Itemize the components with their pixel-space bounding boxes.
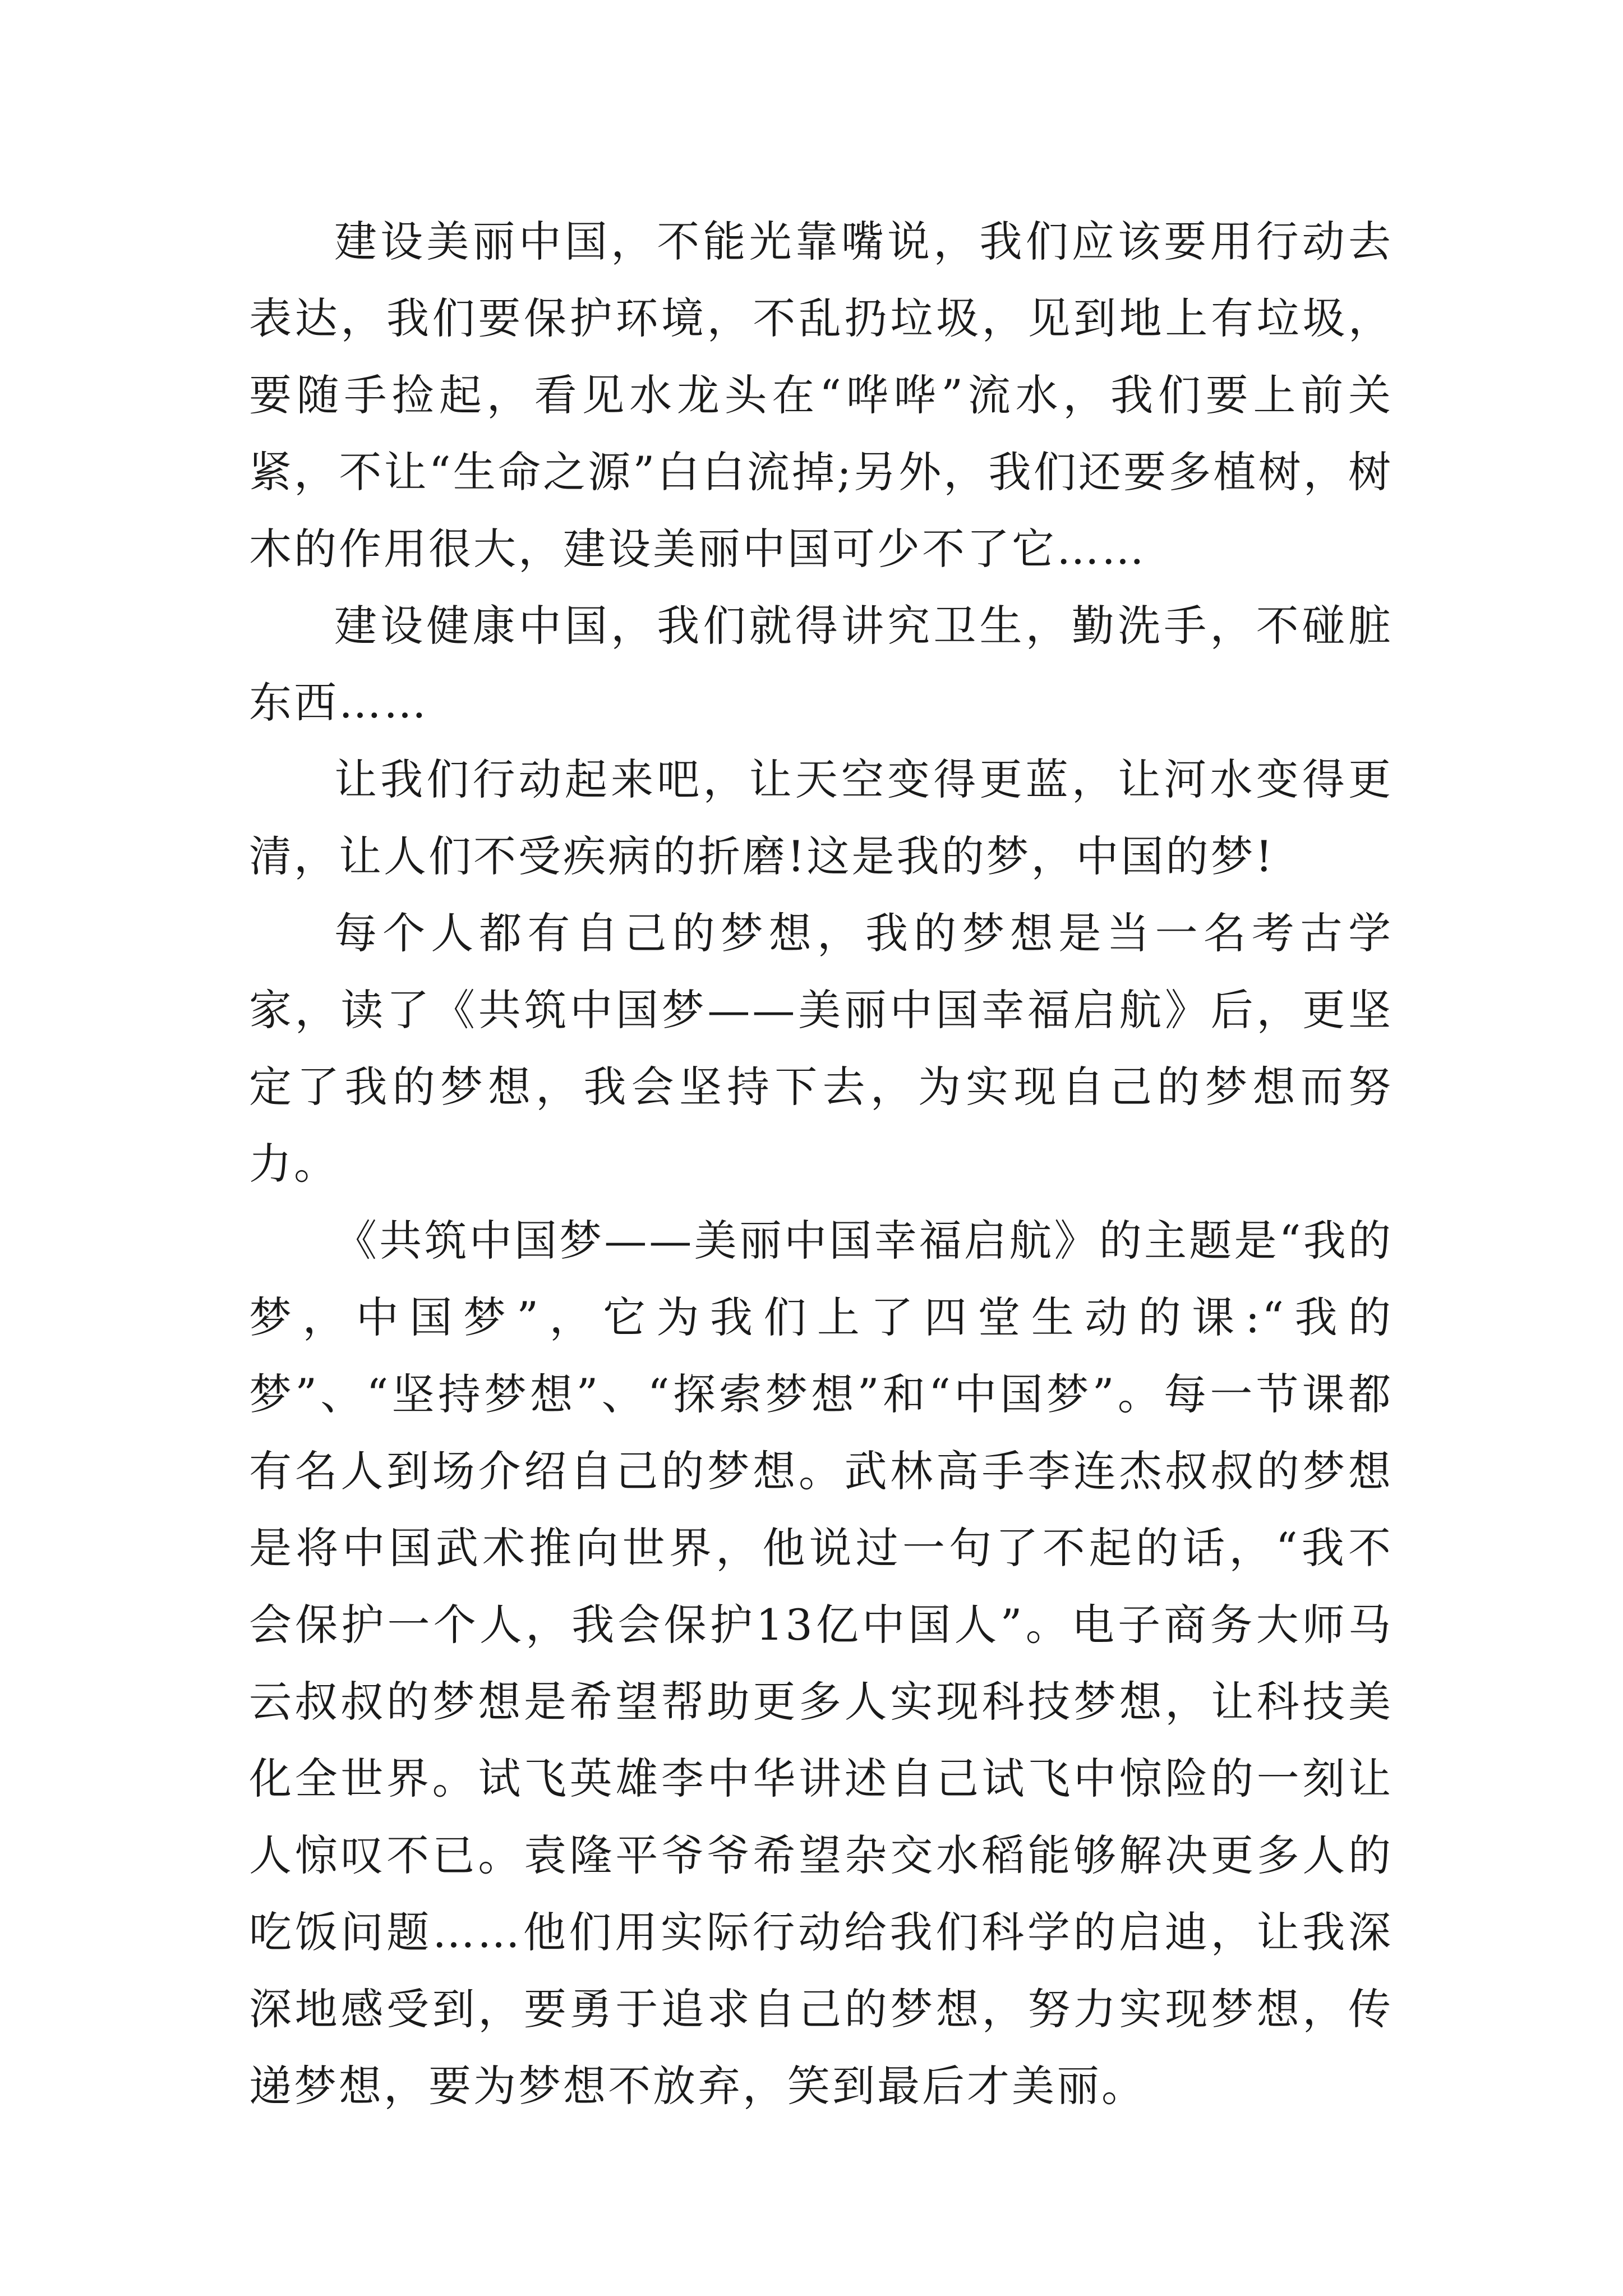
paragraph-4: 每个人都有自己的梦想，我的梦想是当一名考古学家，读了《共筑中国梦——美丽中国幸福启航》后，更坚定了我的梦想，我会坚持下去，为实现自己的梦想而努力。: [249, 908, 1393, 1189]
body-text: [249, 203, 1393, 2124]
paragraph-3: 让我们行动起来吧，让天空变得更蓝，让河水变得更清，让人们不受疾病的折磨!这是我的梦，中国的梦!: [249, 754, 1393, 881]
paragraph-1: 建设美丽中国，不能光靠嘴说，我们应该要用行动去表达，我们要保护环境，不乱扔垃圾，见到地上有垃圾，要随手捡起，看见水龙头在“哗哗”流水，我们要上前关紧，不让“生命之源”白白流掉;另外，我们还要多植树，树木的作用很大，建设美丽中国可少不了它……: [249, 217, 1393, 574]
paragraph-2: 建设健康中国，我们就得讲究卫生，勤洗手，不碰脏东西……: [249, 601, 1393, 728]
paragraph-5: 《共筑中国梦——美丽中国幸福启航》的主题是“我的梦，中国梦”，它为我们上了四堂生动的课:“我的梦”、“坚持梦想”、“探索梦想”和“中国梦”。每一节课都有名人到场介绍自己的梦想。武林高手李连杰叔叔的梦想是将中国武术推向世界，他说过一句了不起的话，“我不会保护一个人，我会保护13亿中国人”。电子商务大师马云叔叔的梦想是希望帮助更多人实现科技梦想，让科技美化全世界。试飞英雄李中华讲述自己试飞中惊险的一刻让人惊叹不已。袁隆平爷爷希望杂交水稻能够解决更多人的吃饭问题……他们用实际行动给我们科学的启迪，让我深深地感受到，要勇于追求自己的梦想，努力实现梦想，传递梦想，要为梦想不放弃，笑到最后才美丽。: [249, 1216, 1393, 2111]
